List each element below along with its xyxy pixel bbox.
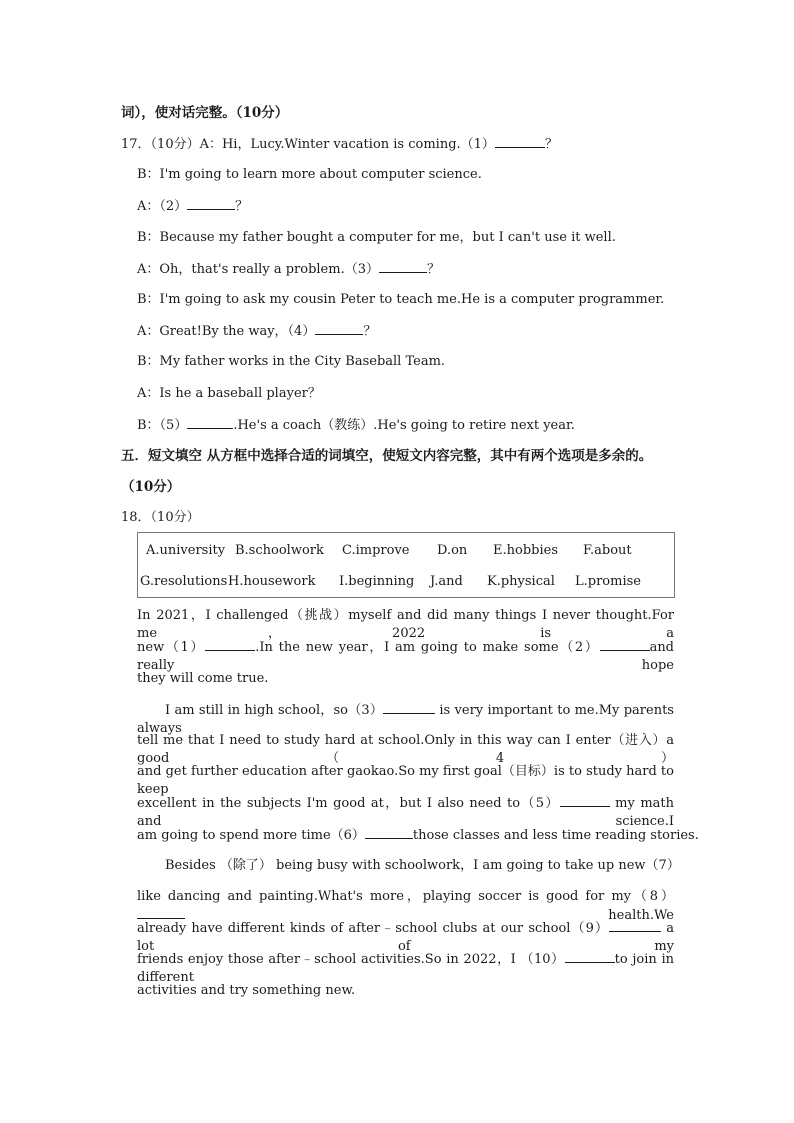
option-l: L.promise	[575, 574, 641, 589]
passage-line: they will come true.	[137, 671, 269, 686]
dialogue-text: A：Great!By the way，（4）	[137, 324, 316, 339]
option-b: B.schoolwork	[235, 543, 324, 558]
q17-line-b1	[137, 166, 482, 184]
passage-text: my math and science.I	[137, 796, 674, 829]
q17-prefix-end: ？	[544, 137, 558, 152]
word-options-box	[137, 532, 675, 598]
q18-label: 18．（10分）	[121, 510, 200, 525]
section-header-tail: 词），使对话完整。（10分）	[121, 105, 289, 121]
q17-prefix: 17．（10分）A：Hi，Lucy.Winter vacation is coming.（1）	[121, 137, 495, 152]
q17-line-a3	[137, 260, 440, 279]
option-c: C.improve	[342, 543, 410, 558]
passage-line: In 2021，I challenged（挑战）myself and did many things I never thought.For me，2022 is a	[137, 608, 674, 641]
passage-text: those classes and less time reading stories.	[412, 828, 699, 843]
q17-line-b3	[137, 291, 664, 309]
passage-text: I am still in high school，so（3）	[165, 703, 384, 718]
dialogue-text: A：（2）	[137, 199, 188, 214]
blank-3[interactable]	[379, 260, 427, 273]
option-h: H.housework	[228, 574, 316, 589]
dialogue-text: ？	[426, 262, 440, 277]
q17-line-b5	[137, 416, 575, 435]
passage-line: Besides （除了） being busy with schoolwork，I am going to take up new（7）	[165, 858, 680, 873]
blank-4[interactable]	[315, 322, 363, 335]
dialogue-text: B：I'm going to learn more about computer science.	[137, 167, 482, 182]
passage-text: and really hope	[137, 640, 675, 673]
q17-line-a5	[137, 385, 321, 403]
option-f: F.about	[583, 543, 632, 558]
dialogue-text: ？	[235, 199, 249, 214]
q17-line-b4	[137, 353, 445, 371]
passage-blank-10[interactable]	[565, 950, 615, 963]
passage-text: excellent in the subjects I'm good at，but I also need to（5）	[137, 796, 560, 811]
option-d: D.on	[437, 543, 468, 558]
passage-blank-5[interactable]	[560, 794, 610, 807]
dialogue-text: A：Oh，that's really a problem.（3）	[137, 262, 379, 277]
option-a: A.university	[146, 543, 226, 558]
passage-text: .In the new year，I am going to make some（2）	[255, 640, 600, 655]
passage-text: new（1）	[137, 640, 206, 655]
section5-score: （10分）	[121, 479, 181, 495]
option-j: J.and	[430, 574, 463, 589]
passage-line: activities and try something new.	[137, 983, 356, 998]
passage-text: already have different kinds of after﹣school clubs at our school（9）	[137, 921, 610, 936]
passage-blank-1[interactable]	[205, 638, 255, 651]
passage-text: like dancing and painting.What's more，playing soccer is good for my（8）	[137, 889, 674, 904]
passage-blank-2[interactable]	[600, 638, 650, 651]
q17-line-a1	[121, 135, 558, 154]
passage-blank-9[interactable]	[609, 919, 661, 932]
option-k: K.physical	[487, 574, 555, 589]
option-i: I.beginning	[339, 574, 415, 589]
option-g: G.resolutions	[140, 574, 228, 589]
dialogue-text: .He's a coach（教练）.He's going to retire next year.	[233, 418, 575, 433]
blank-5[interactable]	[187, 416, 233, 429]
dialogue-text: B：My father works in the City Baseball Team.	[137, 354, 446, 369]
dialogue-text: A：Is he a baseball player？	[137, 386, 321, 401]
passage-line: tell me that I need to study hard at school.Only in this way can I enter（进入）a good（4）	[137, 733, 674, 766]
q17-line-a4	[137, 322, 376, 341]
passage-text: health.We	[608, 908, 674, 923]
passage-text: am going to spend more time（6）	[137, 828, 365, 843]
q17-line-b2	[137, 229, 616, 247]
dialogue-text: B：Because my father bought a computer for me，but I can't use it well.	[137, 230, 616, 245]
dialogue-text: B：（5）	[137, 418, 188, 433]
dialogue-text: ？	[363, 324, 377, 339]
passage-blank-6[interactable]	[365, 826, 413, 839]
section5-title: 五．短文填空 从方框中选择合适的词填空，使短文内容完整，其中有两个选项是多余的。	[121, 448, 653, 464]
passage-blank-8[interactable]	[137, 906, 185, 919]
passage-text: friends enjoy those after﹣school activities.So in 2022，I （10）	[137, 952, 565, 967]
passage-text: is very important to me.My parents always	[137, 703, 674, 736]
passage-line: and get further education after gaokao.So my first goal（目标）is to study hard to keep	[137, 764, 674, 797]
passage-blank-3[interactable]	[383, 701, 435, 714]
q17-line-a2	[137, 197, 248, 216]
passage-line	[137, 826, 699, 845]
passage-text: a lot of my	[137, 921, 674, 954]
passage-text: to join in different	[137, 952, 675, 985]
blank-2[interactable]	[187, 197, 235, 210]
blank-1[interactable]	[495, 135, 545, 148]
option-e: E.hobbies	[493, 543, 558, 558]
dialogue-text: B：I'm going to ask my cousin Peter to teach me.He is a computer programmer.	[137, 292, 665, 307]
